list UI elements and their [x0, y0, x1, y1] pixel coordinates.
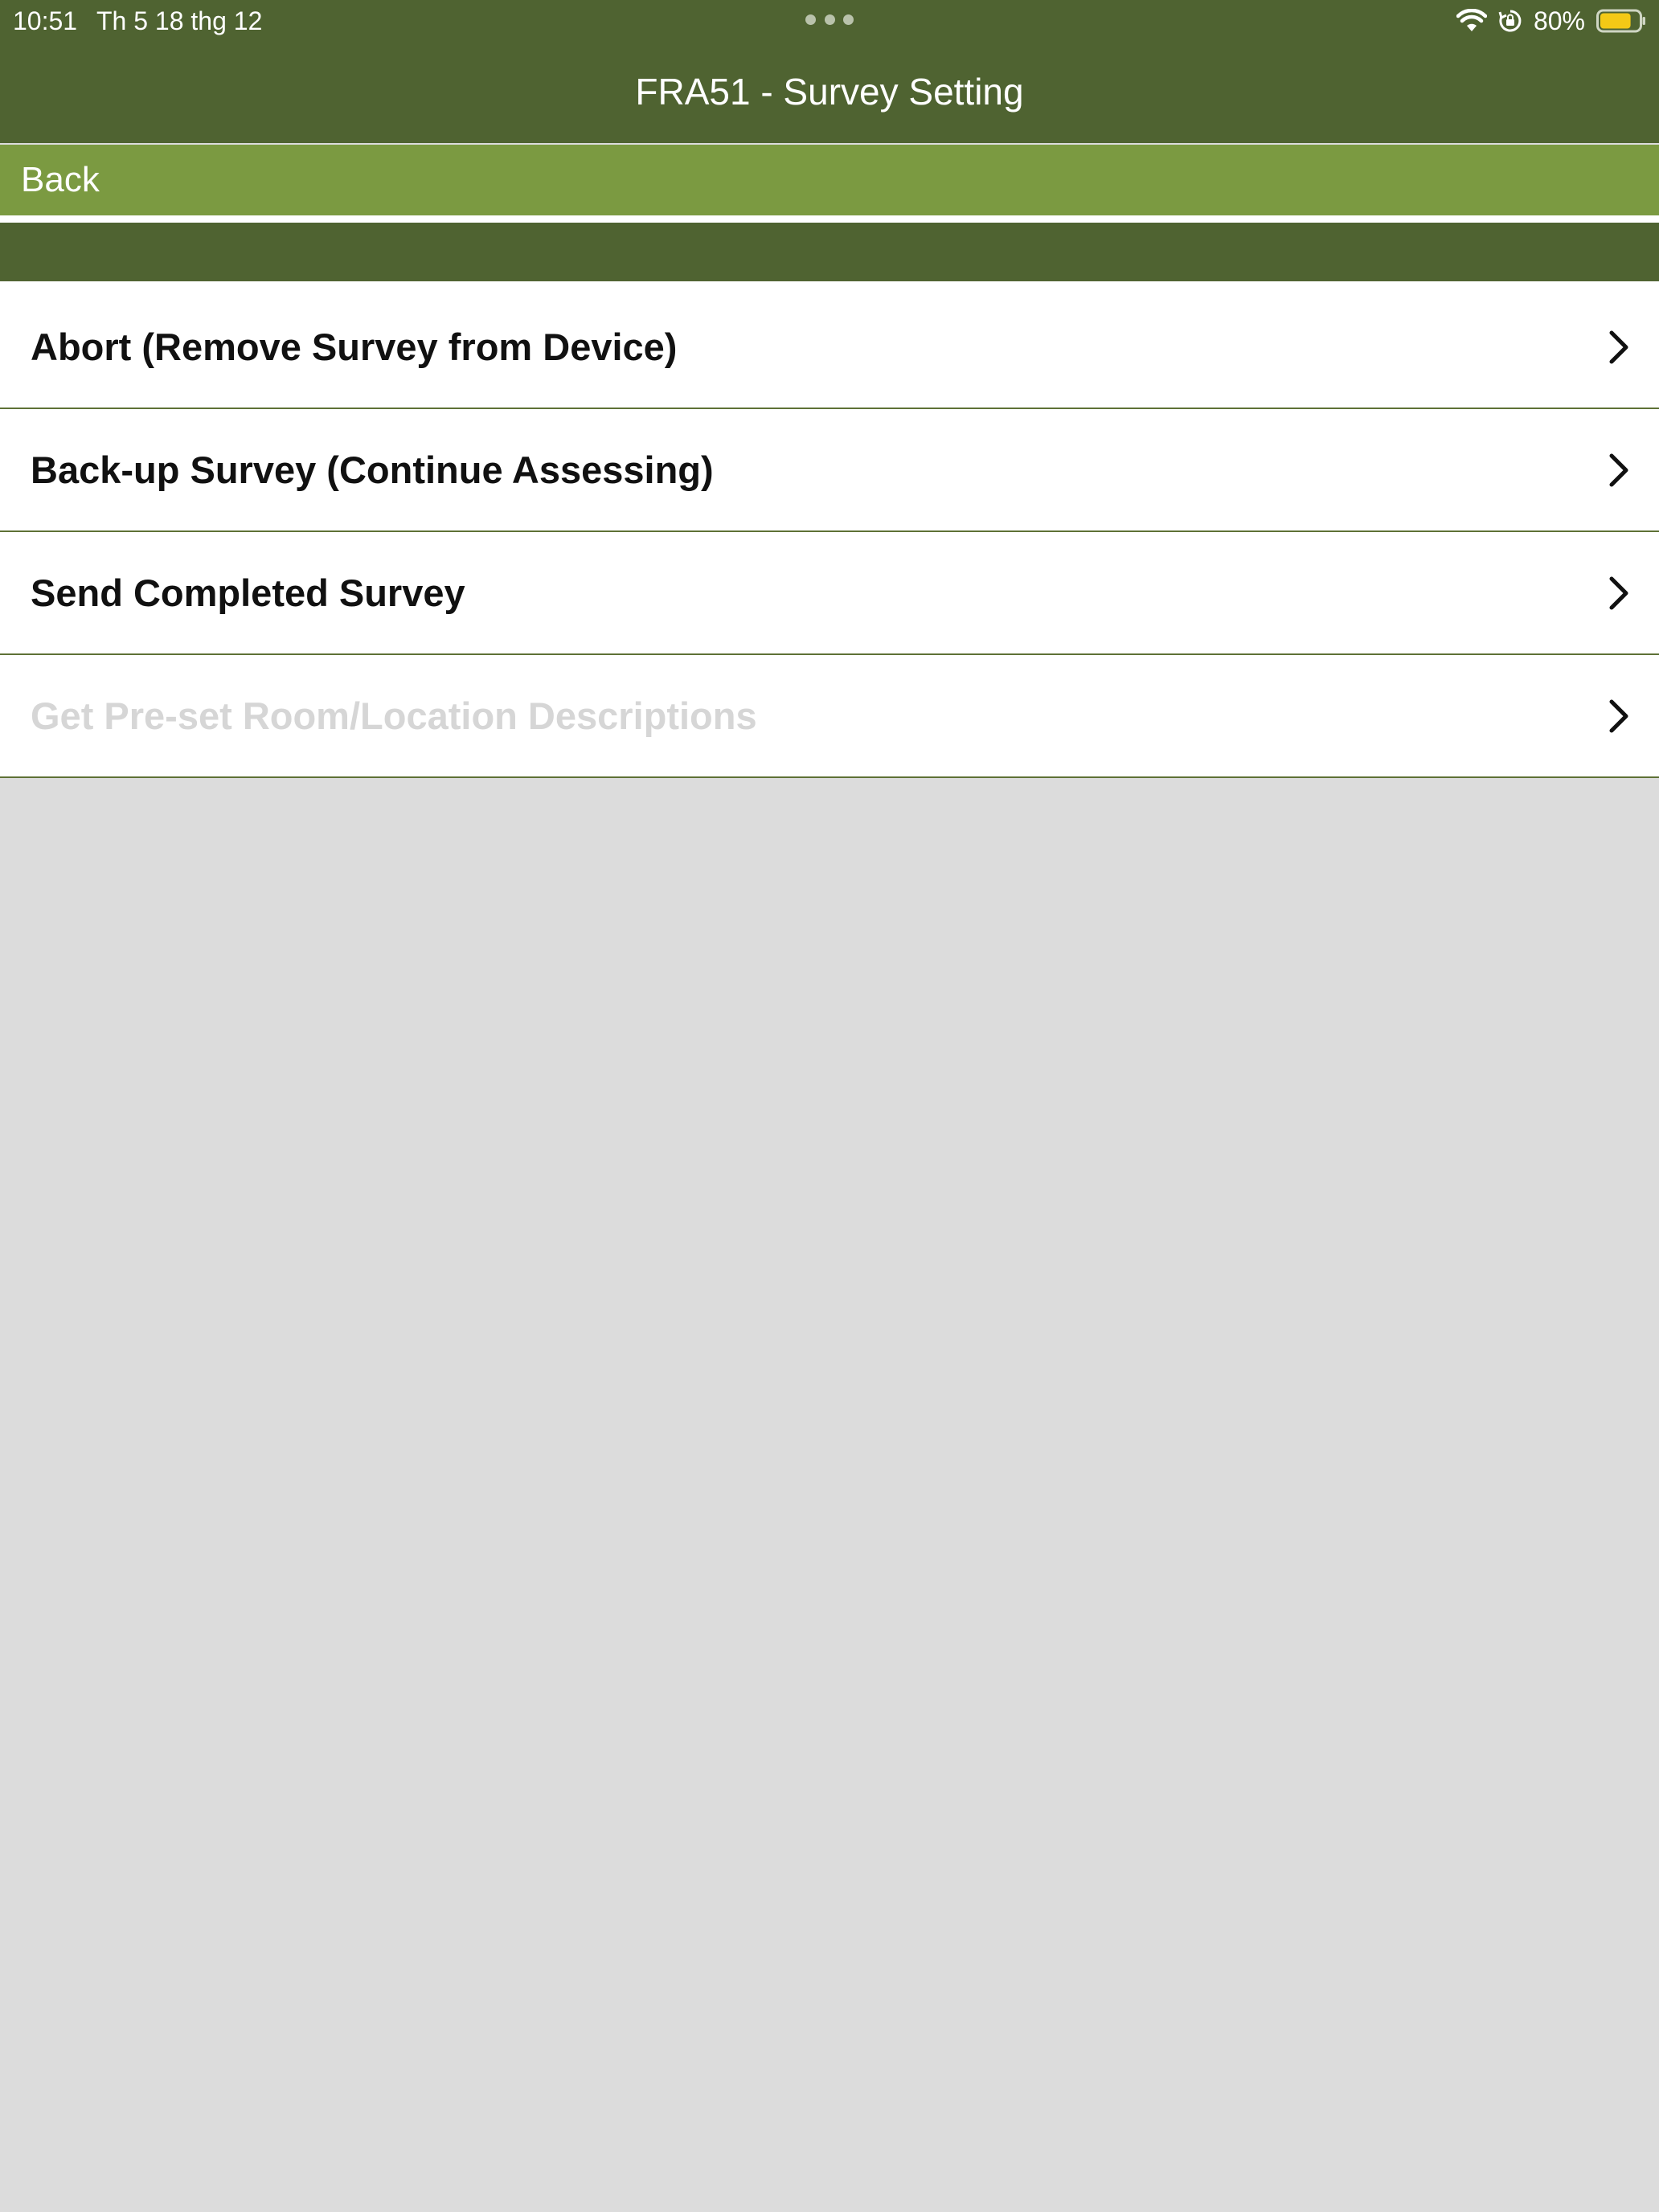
menu-item-send-completed[interactable]: [0, 532, 1659, 655]
header: [0, 0, 1659, 143]
section-header-bar: [0, 223, 1659, 281]
status-right: [1456, 3, 1646, 39]
dot-icon: [805, 14, 816, 25]
menu-item-label: Send Completed Survey: [31, 571, 465, 614]
menu-item-label: Get Pre-set Room/Location Descriptions: [31, 694, 757, 737]
chevron-right-icon: [1608, 698, 1630, 734]
chevron-right-icon: [1608, 453, 1630, 488]
page-title: FRA51 - Survey Setting: [635, 71, 1024, 113]
dot-icon: [843, 14, 854, 25]
chevron-right-icon: [1608, 576, 1630, 611]
orientation-lock-icon: [1498, 9, 1522, 33]
wifi-icon: [1456, 9, 1487, 33]
dot-icon: [825, 14, 835, 25]
back-bar: [0, 145, 1659, 215]
menu-item-get-preset-descriptions[interactable]: [0, 655, 1659, 778]
chevron-right-icon: [1608, 330, 1630, 365]
menu-item-abort[interactable]: [0, 286, 1659, 409]
settings-menu-list: [0, 286, 1659, 778]
status-time: 10:51: [13, 6, 78, 35]
multitasking-dots-icon[interactable]: [805, 14, 854, 26]
battery-icon: [1596, 9, 1646, 33]
back-button[interactable]: Back: [21, 160, 100, 199]
menu-item-backup[interactable]: [0, 409, 1659, 532]
menu-item-label: Back-up Survey (Continue Assessing): [31, 449, 714, 491]
status-date: Th 5 18 thg 12: [96, 6, 263, 35]
divider: [0, 215, 1659, 223]
menu-item-label: Abort (Remove Survey from Device): [31, 326, 678, 368]
battery-percent: 80%: [1533, 6, 1585, 35]
